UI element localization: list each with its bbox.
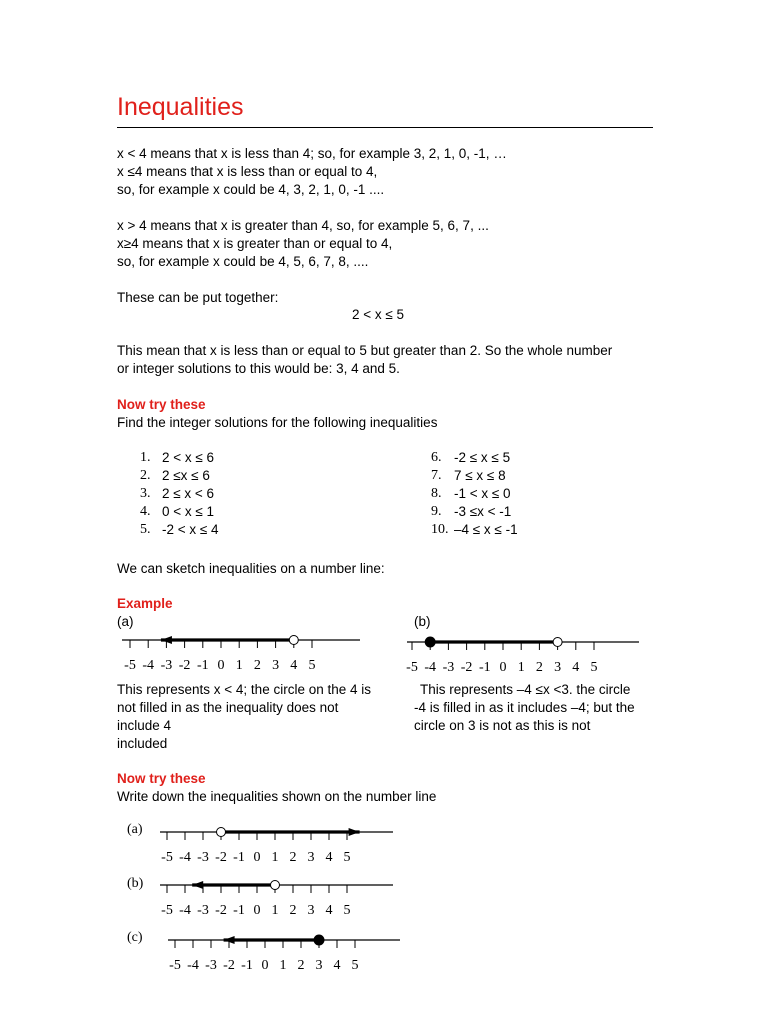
example-b-number-line: [395, 630, 655, 678]
exercise-b-number-line: [150, 873, 410, 919]
tick-label: -2: [178, 658, 191, 673]
tick-label: -4: [179, 850, 191, 865]
tick-label: 1: [517, 660, 525, 675]
tick-label: 3: [315, 958, 323, 973]
tick-label: 1: [279, 958, 287, 973]
exercise-left-expression: 2 ≤x ≤ 6: [162, 468, 210, 483]
tick-label: 5: [308, 658, 316, 673]
tick-label: 0: [217, 658, 225, 673]
intro-line-4: x > 4 means that x is greater than 4, so, for example 5, 6, 7, ...: [117, 218, 489, 233]
tick-label: -4: [142, 658, 155, 673]
tick-label: 0: [253, 850, 261, 865]
tick-label: -5: [124, 658, 136, 673]
now-try-instruction-1: Find the integer solutions for the following inequalities: [117, 415, 438, 430]
intro-line-2: x ≤4 means that x is less than or equal to 4,: [117, 164, 378, 179]
tick-label: -3: [197, 903, 209, 918]
exercise-left-expression: -2 < x ≤ 4: [162, 522, 219, 537]
open-endpoint: [271, 881, 280, 890]
example-a-desc-1: This represents x < 4; the circle on the 4 is: [117, 682, 371, 697]
tick-label: -1: [196, 658, 209, 673]
tick-label: 2: [289, 903, 297, 918]
exercise-left-number: 5.: [140, 522, 151, 537]
exercise-right-number: 7.: [431, 468, 442, 483]
exercise-right-number: 9.: [431, 504, 442, 519]
example-b-desc-1: This represents –4 ≤x <3. the circle: [420, 682, 631, 697]
exercise-right-number: 8.: [431, 486, 442, 501]
closed-endpoint: [314, 935, 324, 945]
tick-label: 5: [590, 660, 598, 675]
example-a-desc-3: include 4: [117, 718, 172, 733]
tick-label: 5: [343, 903, 351, 918]
exercise-right-expression: 7 ≤ x ≤ 8: [454, 468, 506, 483]
exercise-right-expression: -3 ≤x < -1: [454, 504, 512, 519]
tick-label: 3: [272, 658, 280, 673]
exercise-left-number: 1.: [140, 450, 151, 465]
intro-line-9: or integer solutions to this would be: 3, 4 and 5.: [117, 361, 400, 376]
example-a-desc-2: not filled in as the inequality does not: [117, 700, 339, 715]
tick-label: 5: [351, 958, 359, 973]
page-title: Inequalities: [117, 93, 244, 121]
example-b-desc-3: circle on 3 is not as this is not: [414, 718, 591, 733]
example-heading: Example: [117, 596, 173, 611]
tick-label: -1: [233, 850, 245, 865]
intro-line-7: These can be put together:: [117, 290, 279, 305]
arrow-head: [192, 881, 203, 889]
now-try-instruction-2: Write down the inequalities shown on the number line: [117, 789, 437, 804]
tick-label: -2: [460, 660, 473, 675]
closed-endpoint: [425, 637, 435, 647]
tick-label: -4: [424, 660, 437, 675]
tick-label: 2: [297, 958, 305, 973]
tick-label: -1: [233, 903, 245, 918]
tick-label: 4: [333, 958, 341, 973]
exercise-left-expression: 2 ≤ x < 6: [162, 486, 215, 501]
arrow-head: [349, 828, 360, 836]
tick-label: -3: [205, 958, 217, 973]
tick-label: -1: [241, 958, 253, 973]
exercise-a-label: (a): [127, 822, 143, 837]
exercise-right-number: 10.: [431, 522, 449, 537]
intro-line-3: so, for example x could be 4, 3, 2, 1, 0, -1 ....: [117, 182, 385, 197]
tick-label: -5: [406, 660, 418, 675]
exercise-left-expression: 2 < x ≤ 6: [162, 450, 215, 465]
tick-label: 2: [289, 850, 297, 865]
exercise-right-number: 6.: [431, 450, 442, 465]
tick-label: 0: [261, 958, 269, 973]
now-try-heading-2: Now try these: [117, 771, 206, 786]
tick-label: -2: [223, 958, 235, 973]
tick-label: -3: [442, 660, 455, 675]
open-endpoint: [289, 636, 298, 645]
tick-label: -4: [179, 903, 191, 918]
tick-label: 1: [271, 903, 279, 918]
sketch-intro: We can sketch inequalities on a number line:: [117, 561, 385, 576]
tick-label: -3: [197, 850, 209, 865]
tick-label: -3: [160, 658, 173, 673]
example-a-desc-4: included: [117, 736, 168, 751]
intro-line-5: x≥4 means that x is greater than or equal to 4,: [117, 236, 393, 251]
tick-label: 3: [554, 660, 562, 675]
tick-label: 1: [235, 658, 243, 673]
open-endpoint: [217, 828, 226, 837]
exercise-b-label: (b): [127, 876, 144, 891]
exercise-right-expression: -1 < x ≤ 0: [454, 486, 511, 501]
open-endpoint: [553, 638, 562, 647]
example-a-number-line: [110, 628, 370, 676]
example-a-label: (a): [117, 614, 134, 629]
exercise-right-expression: -2 ≤ x ≤ 5: [454, 450, 511, 465]
tick-label: 2: [535, 660, 543, 675]
tick-label: 4: [290, 658, 298, 673]
tick-label: -5: [161, 903, 173, 918]
tick-label: 3: [307, 850, 315, 865]
example-b-desc-2: -4 is filled in as it includes –4; but the: [414, 700, 635, 715]
exercise-left-number: 2.: [140, 468, 151, 483]
example-b-label: (b): [414, 614, 431, 629]
tick-label: 4: [572, 660, 580, 675]
tick-label: -2: [215, 850, 227, 865]
intro-line-8: This mean that x is less than or equal to 5 but greater than 2. So the whole number: [117, 343, 613, 358]
tick-label: 4: [325, 903, 333, 918]
intro-line-6: so, for example x could be 4, 5, 6, 7, 8, ....: [117, 254, 369, 269]
tick-label: -2: [215, 903, 227, 918]
tick-label: -5: [169, 958, 181, 973]
combined-formula: 2 < x ≤ 5: [352, 307, 405, 322]
tick-label: 2: [253, 658, 261, 673]
tick-label: 5: [343, 850, 351, 865]
intro-line-1: x < 4 means that x is less than 4; so, for example 3, 2, 1, 0, -1, …: [117, 146, 507, 161]
exercise-a-number-line: [150, 820, 410, 866]
exercise-left-number: 4.: [140, 504, 151, 519]
exercise-c-number-line: [160, 928, 420, 974]
now-try-heading-1: Now try these: [117, 397, 206, 412]
tick-label: 3: [307, 903, 315, 918]
tick-label: -1: [478, 660, 491, 675]
title-rule: [117, 127, 653, 128]
tick-label: 4: [325, 850, 333, 865]
tick-label: 0: [499, 660, 507, 675]
exercise-left-number: 3.: [140, 486, 151, 501]
tick-label: 0: [253, 903, 261, 918]
exercise-c-label: (c): [127, 930, 143, 945]
tick-label: -4: [187, 958, 199, 973]
tick-label: -5: [161, 850, 173, 865]
exercise-right-expression: –4 ≤ x ≤ -1: [454, 522, 518, 537]
exercise-left-expression: 0 < x ≤ 1: [162, 504, 215, 519]
tick-label: 1: [271, 850, 279, 865]
